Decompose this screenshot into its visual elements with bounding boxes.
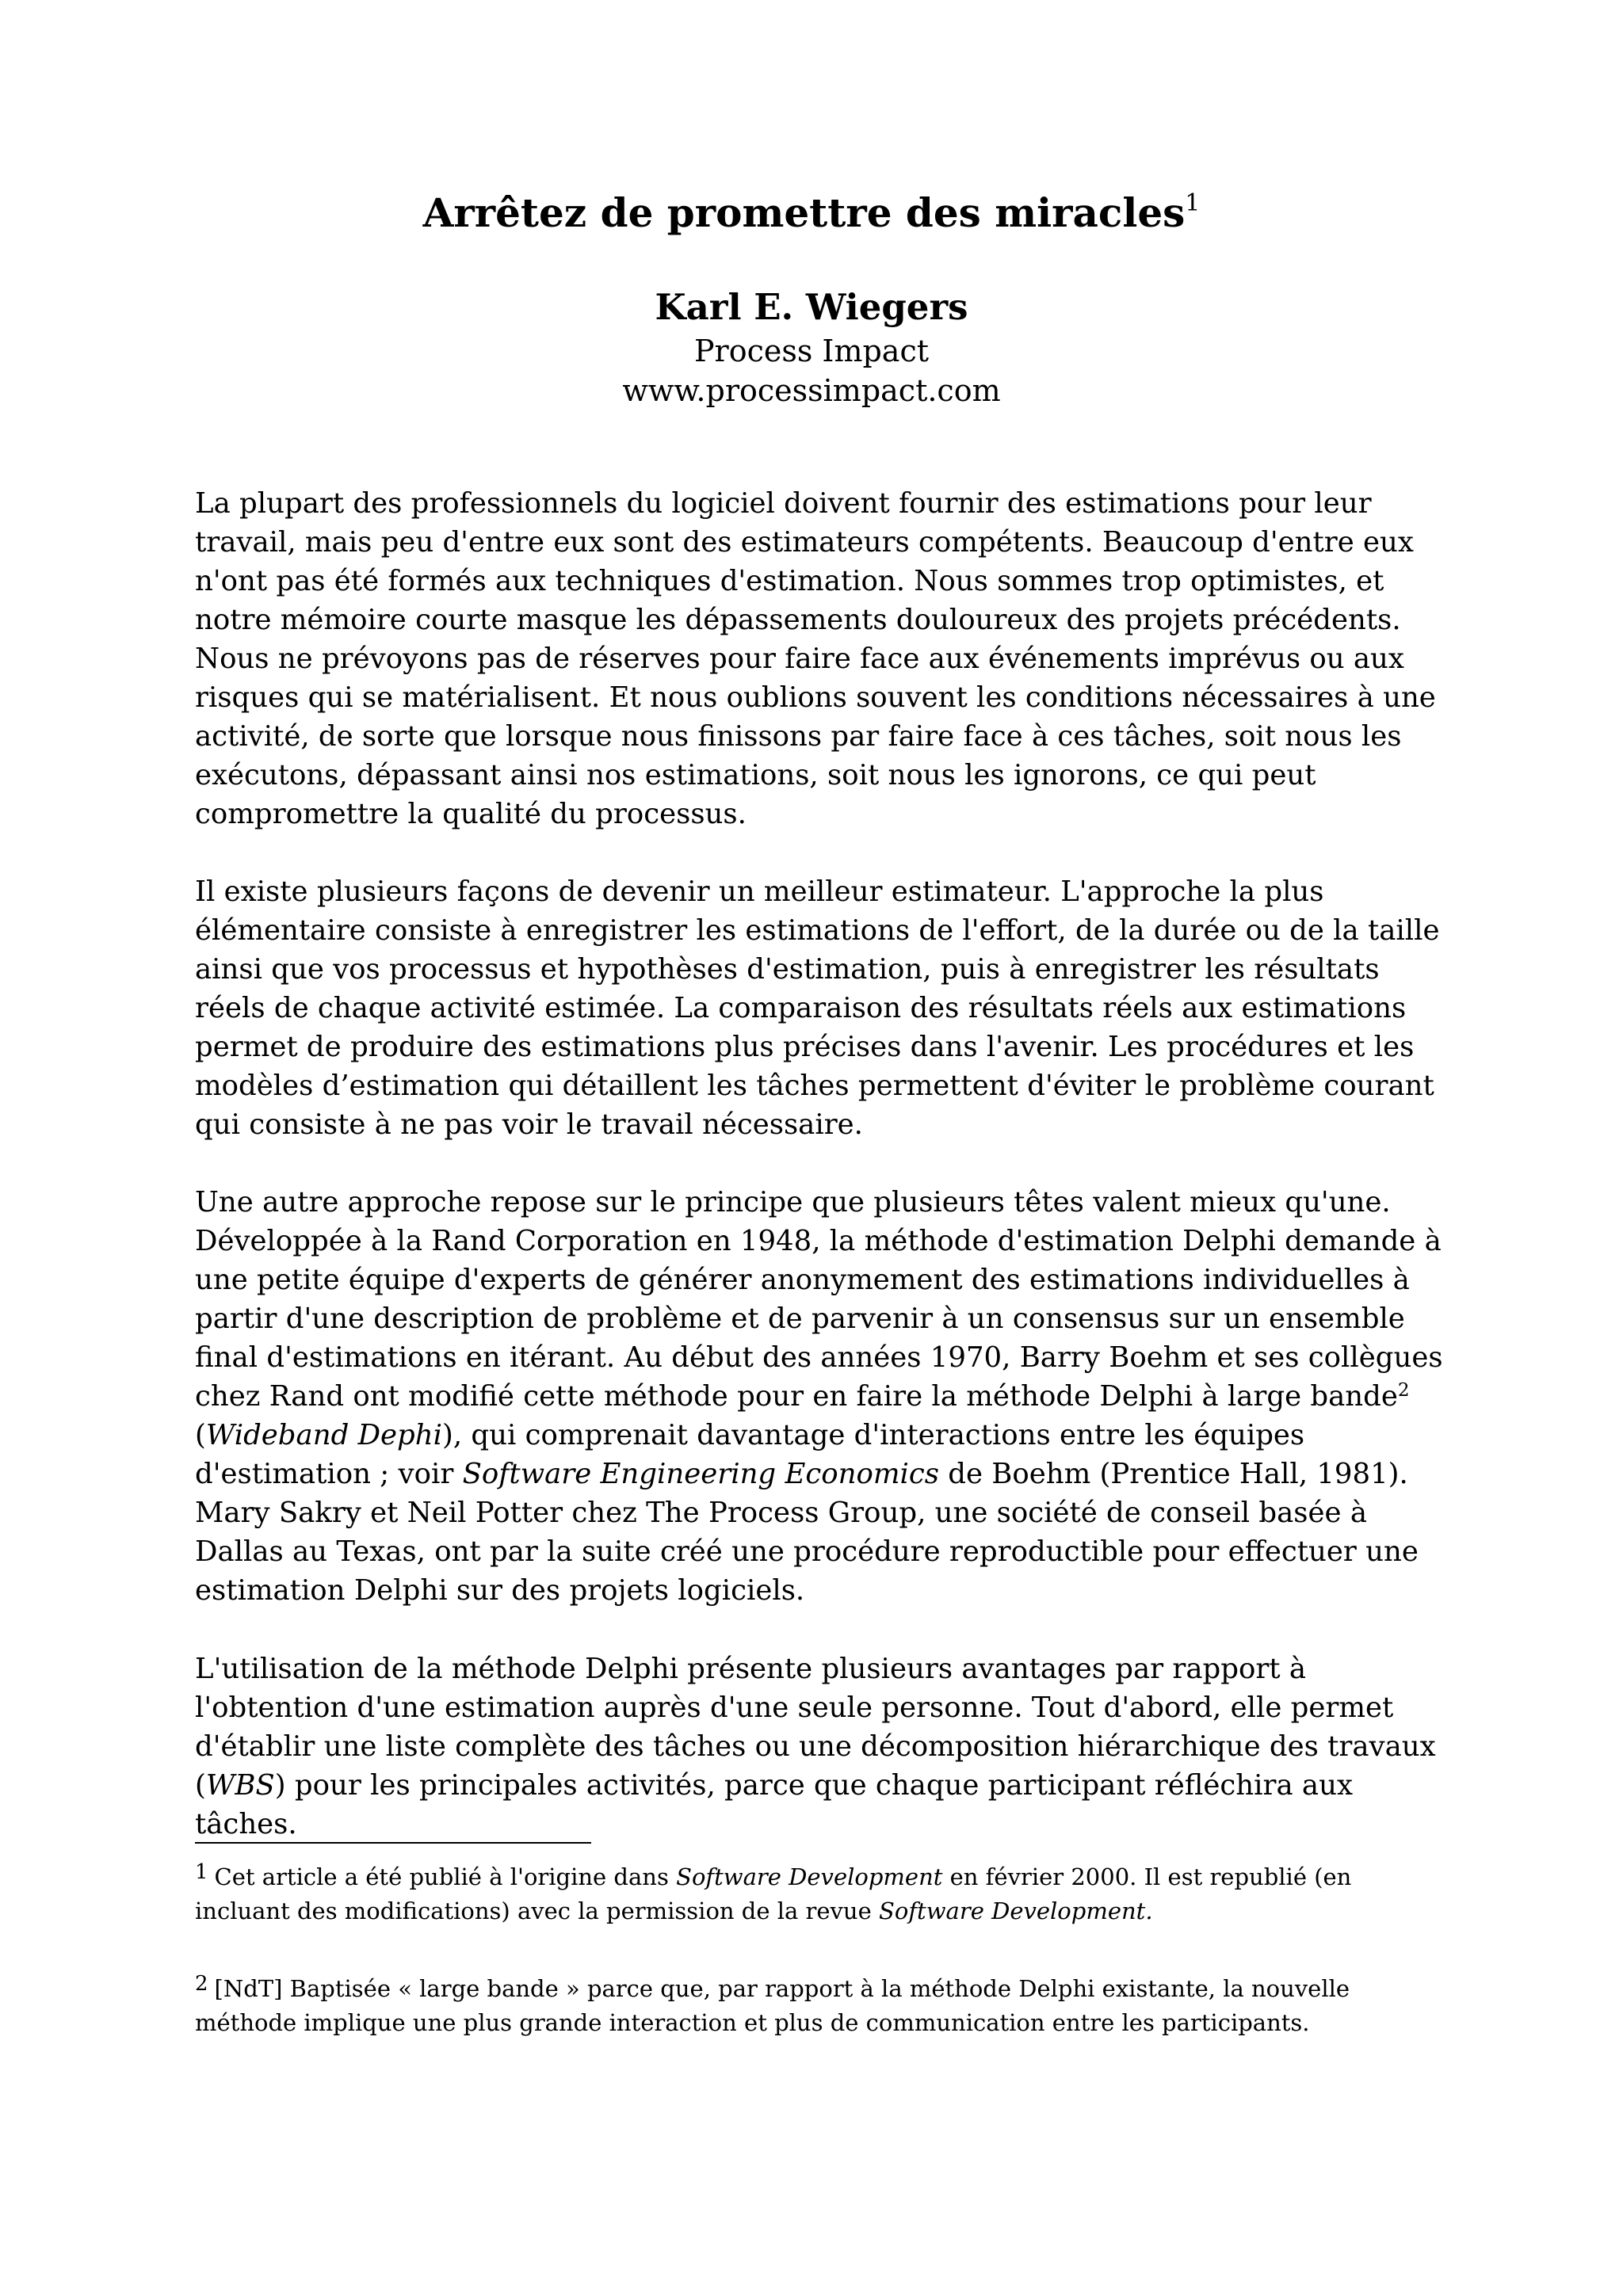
footnote-separator [195, 1842, 591, 1844]
footnote-1-italic-2: Software Development. [879, 1897, 1153, 1924]
paragraph-3-part-4: de Boehm (Prentice Hall, 1981). Mary Sakry et Neil Potter chez The Process Group, une société de conseil basée à Dallas au Texas, ont par la suite créé une procédure reproductible pour effectuer une estimation Delphi sur des projets logiciels. [195, 1458, 1419, 1607]
paragraph-4 [195, 1650, 1447, 1882]
company-name: Process Impact [693, 334, 930, 368]
paragraph-2-text: Il existe plusieurs façons de devenir un meilleur estimateur. L'approche la plus élémentaire consiste à enregistrer les estimations de l'effort, de la durée ou de la taille ainsi que vos processus et hypothèses d'estimation, puis à enregistrer les résultats réels de chaque activité estimée. La comparaison des résultats réels aux estimations permet de produire des estimations plus précises dans l'avenir. Les procédures et les modèles d’estimation qui détaillent les tâches permettent d'éviter le problème courant qui consiste à ne pas voir le travail nécessaire. [195, 875, 1440, 1141]
paragraph-1-text: La plupart des professionnels du logiciel doivent fournir des estimations pour leur travail, mais peu d'entre eux sont des estimateurs compétents. Beaucoup d'entre eux n'ont pas été formés aux techniques d'estimation. Nous sommes trop optimistes, et notre mémoire courte masque les dépassements douloureux des projets précédents. Nous ne prévoyons pas de réserves pour faire face aux événements imprévus ou aux risques qui se matérialisent. Et nous oublions souvent les conditions nécessaires à une activité, de sorte que lorsque nous finissons par faire face à ces tâches, soit nous les exécutons, dépassant ainsi nos estimations, soit nous les ignorons, ce qui peut compromettre la qualité du processus. [195, 487, 1436, 830]
website-url: www.processimpact.com [622, 373, 1001, 408]
footnote-2 [195, 1972, 1447, 2040]
title-text: Arrêtez de promettre des miracles [422, 189, 1186, 236]
footnote-1-part-1: Cet article a été publié à l'origine dans [214, 1863, 677, 1890]
paragraph-2 [195, 872, 1447, 1183]
paragraph-4-italic-1: WBS [205, 1769, 275, 1802]
footnote-2-number: 2 [195, 1972, 208, 1996]
paragraph-3-part-2: ( [195, 1419, 206, 1451]
footnote-1-part-2: en février 2000. Il est republié (en incluant des modifications) avec la permission de la revue [195, 1863, 1352, 1924]
document-title [0, 189, 1623, 238]
paragraph-3 [195, 1183, 1447, 1649]
footnote-1-italic-1: Software Development [676, 1863, 943, 1890]
title-footnote-ref: 1 [1185, 189, 1201, 217]
footnote-1-number: 1 [195, 1860, 208, 1884]
paragraph-4-text [195, 1650, 1447, 1844]
paragraph-4-part-2: ) pour les principales activités, parce que chaque participant réfléchira aux tâches. [195, 1769, 1353, 1840]
author-name: Karl E. Wiegers [655, 286, 968, 328]
paragraph-3-italic-2: Software Engineering Economics [462, 1458, 939, 1490]
paragraph-3-part-3: ), qui comprenait davantage d'interactions entre les équipes d'estimation ; voir [195, 1419, 1305, 1490]
footnote-1 [195, 1860, 1447, 1928]
paragraph-1 [195, 484, 1447, 872]
footnote-ref-2: 2 [1397, 1380, 1410, 1401]
paragraph-3-italic-1: Wideband Dephi [205, 1419, 442, 1451]
paragraph-4-part-1: L'utilisation de la méthode Delphi présente plusieurs avantages par rapport à l'obtention d'une estimation auprès d'une seule personne. Tout d'abord, elle permet d'établir une liste complète des tâches ou une décomposition hiérarchique des travaux ( [195, 1653, 1436, 1802]
paragraph-3-text [195, 1183, 1447, 1610]
paragraph-3-part-1: Une autre approche repose sur le principe que plusieurs têtes valent mieux qu'une. Développée à la Rand Corporation en 1948, la méthode d'estimation Delphi demande à une petite équipe d'experts de générer anonymement des estimations individuelles à partir d'une description de problème et de parvenir à un consensus sur un ensemble final d'estimations en itérant. Au début des années 1970, Barry Boehm et ses collègues chez Rand ont modifié cette méthode pour en faire la méthode Delphi à large bande [195, 1186, 1443, 1413]
footnote-2-text: [NdT] Baptisée « large bande » parce que, par rapport à la méthode Delphi existante, la nouvelle méthode implique une plus grande interaction et plus de communication entre les participants. [195, 1975, 1350, 2036]
